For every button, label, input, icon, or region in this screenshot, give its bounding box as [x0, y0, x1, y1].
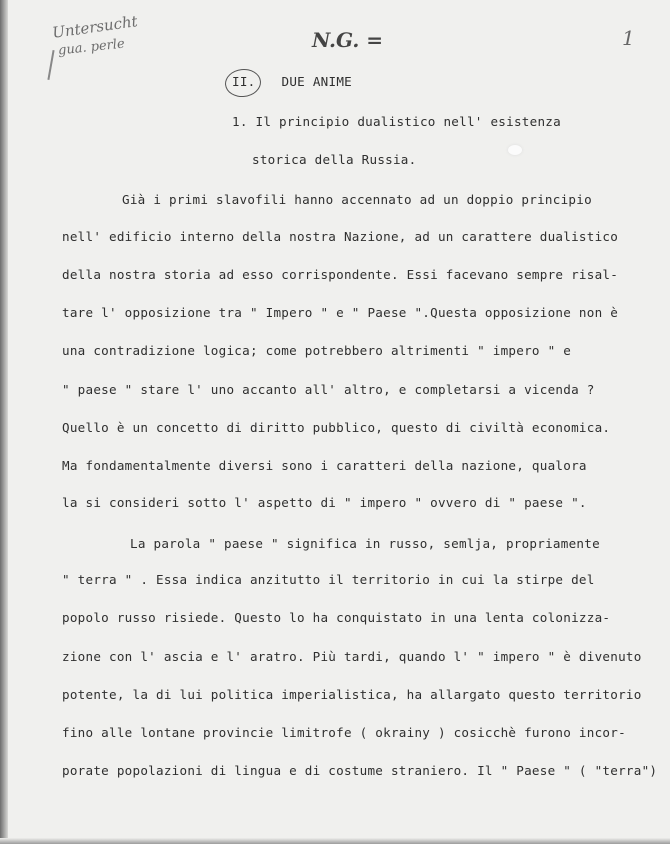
page-left-edge — [0, 0, 8, 844]
handwritten-note-line-2: gua. perle — [57, 36, 126, 59]
body-line: popolo russo risiede. Questo lo ha conquistato in una lenta colonizza- — [62, 610, 611, 625]
body-line: porate popolazioni di lingua e di costume straniero. Il " Paese " ( "terra") — [62, 763, 658, 778]
body-line: La parola " paese " significa in russo, semlja, propriamente — [130, 536, 600, 551]
body-line: tare l' opposizione tra " Impero " e " Paese ".Questa opposizione non è — [62, 305, 619, 320]
body-line: Già i primi slavofili hanno accennato ad un doppio principio — [122, 192, 592, 207]
body-line: " paese " stare l' uno accanto all' altro, e completarsi a vicenda ? — [62, 382, 595, 397]
page-bottom-edge — [0, 838, 670, 844]
body-line: la si consideri sotto l' aspetto di " impero " ovvero di " paese ". — [62, 495, 587, 510]
chapter-title: DUE ANIME — [281, 74, 352, 89]
body-line: della nostra storia ad esso corrispondente. Essi facevano sempre risal- — [62, 267, 619, 282]
body-line: fino alle lontane provincie limitrofe ( okrainy ) cosicchè furono incor- — [62, 725, 626, 740]
body-line: " terra " . Essa indica anzitutto il territorio in cui la stirpe del — [62, 572, 595, 587]
body-line: potente, la di lui politica imperialistica, ha allargato questo territorio — [62, 687, 642, 702]
pencil-margin-mark — [47, 50, 54, 80]
body-line: zione con l' ascia e l' aratro. Più tardi, quando l' " impero " è divenuto — [62, 649, 642, 664]
body-line: Quello è un concetto di diritto pubblico, questo di civiltà economica. — [62, 420, 611, 435]
handwritten-note-line-1: Untersucht — [51, 12, 139, 42]
section-title-line-1: 1. Il principio dualistico nell' esistenza — [232, 114, 561, 129]
chapter-number: II. — [232, 74, 256, 89]
ink-blot — [508, 145, 522, 155]
chapter-heading — [232, 74, 352, 89]
page-number: 1 — [622, 26, 635, 50]
body-line: una contradizione logica; come potrebbero altrimenti " impero " e — [62, 343, 572, 358]
section-title-line-2: storica della Russia. — [252, 152, 417, 167]
body-line: Ma fondamentalmente diversi sono i caratteri della nazione, qualora — [62, 458, 587, 473]
body-line: nell' edificio interno della nostra Nazione, ad un carattere dualistico — [62, 229, 619, 244]
stamp-mark: N.G. = — [312, 28, 384, 52]
